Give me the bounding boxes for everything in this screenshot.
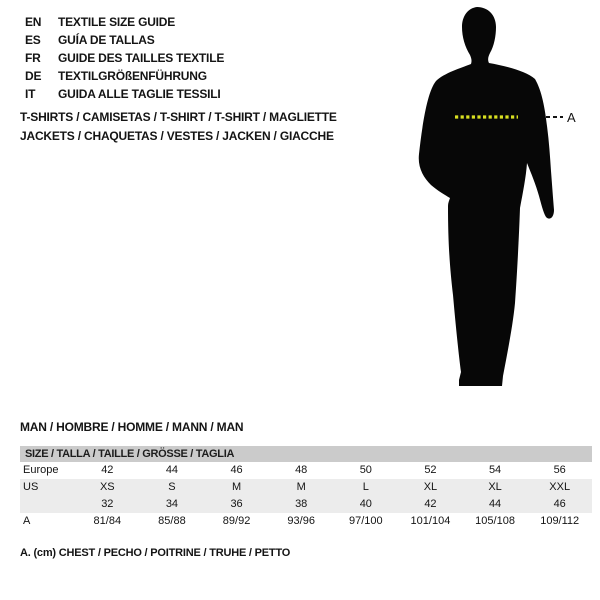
man-silhouette-figure xyxy=(415,5,585,400)
table-cell: 109/112 xyxy=(540,515,580,527)
language-row xyxy=(25,31,224,49)
language-row xyxy=(25,13,224,31)
table-cell: S xyxy=(168,481,176,493)
table-cell: 89/92 xyxy=(222,515,251,527)
language-list xyxy=(25,13,224,103)
man-silhouette xyxy=(419,7,554,386)
table-row-europe xyxy=(20,462,592,479)
table-cell: 46 xyxy=(230,464,243,476)
table-row-chest xyxy=(20,513,592,530)
table-cell: 81/84 xyxy=(93,515,122,527)
size-table-header: SIZE / TALLA / TAILLE / GRÖSSE / TAGLIA xyxy=(20,446,592,462)
language-row xyxy=(25,85,224,103)
language-code: ES xyxy=(25,33,41,47)
row-label: A xyxy=(23,515,31,527)
table-cell: 48 xyxy=(295,464,308,476)
language-label: TEXTILE SIZE GUIDE xyxy=(58,15,176,29)
table-cell: L xyxy=(362,481,369,493)
garment-categories xyxy=(20,108,337,146)
table-cell: XL xyxy=(423,481,438,493)
row-label: Europe xyxy=(23,464,59,476)
section-title-man: MAN / HOMBRE / HOMME / MANN / MAN xyxy=(20,420,244,434)
language-code: EN xyxy=(25,15,42,29)
size-table xyxy=(20,446,592,530)
language-code: DE xyxy=(25,69,42,83)
table-cell: 40 xyxy=(359,498,372,510)
table-cell: 46 xyxy=(553,498,566,510)
row-label: US xyxy=(23,481,39,493)
table-cell: 44 xyxy=(488,498,502,510)
category-jackets-line: JACKETS / CHAQUETAS / VESTES / JACKEN / GIACCHE xyxy=(20,129,334,143)
category-tshirts-line: T-SHIRTS / CAMISETAS / T-SHIRT / T-SHIRT / MAGLIETTE xyxy=(20,110,337,124)
language-row xyxy=(25,49,224,67)
measure-label-a: A xyxy=(567,110,576,125)
table-cell: 105/108 xyxy=(475,515,515,527)
language-row xyxy=(25,67,224,85)
table-cell: M xyxy=(296,481,306,493)
table-cell: 52 xyxy=(424,464,437,476)
table-cell: 42 xyxy=(101,464,114,476)
table-cell: M xyxy=(231,481,242,493)
table-cell: 50 xyxy=(359,464,372,476)
table-cell: 42 xyxy=(424,498,437,510)
language-label: TEXTILGRÖßENFÜHRUNG xyxy=(58,69,207,83)
table-cell: 34 xyxy=(165,498,179,510)
table-row-numeric xyxy=(20,496,592,513)
table-cell: 93/96 xyxy=(287,515,315,527)
language-code: IT xyxy=(25,87,36,101)
table-cell: XXL xyxy=(549,481,571,493)
table-row-us xyxy=(20,479,592,496)
language-label: GUÍA DE TALLAS xyxy=(58,33,155,47)
table-cell: 44 xyxy=(165,464,179,476)
table-cell: 32 xyxy=(101,498,114,510)
table-cell: 36 xyxy=(230,498,243,510)
table-cell: 97/100 xyxy=(348,515,383,527)
language-label: GUIDA ALLE TAGLIE TESSILI xyxy=(58,87,221,101)
table-cell: 56 xyxy=(553,464,566,476)
footnote-chest: A. (cm) CHEST / PECHO / POITRINE / TRUHE / PETTO xyxy=(20,547,291,559)
language-label: GUIDE DES TAILLES TEXTILE xyxy=(58,51,225,65)
language-code: FR xyxy=(25,51,41,65)
table-cell: 85/88 xyxy=(158,515,186,527)
table-cell: 54 xyxy=(488,464,502,476)
table-cell: XL xyxy=(488,481,502,493)
table-cell: XS xyxy=(99,481,115,493)
table-cell: 38 xyxy=(295,498,308,510)
table-cell: 101/104 xyxy=(410,515,451,527)
